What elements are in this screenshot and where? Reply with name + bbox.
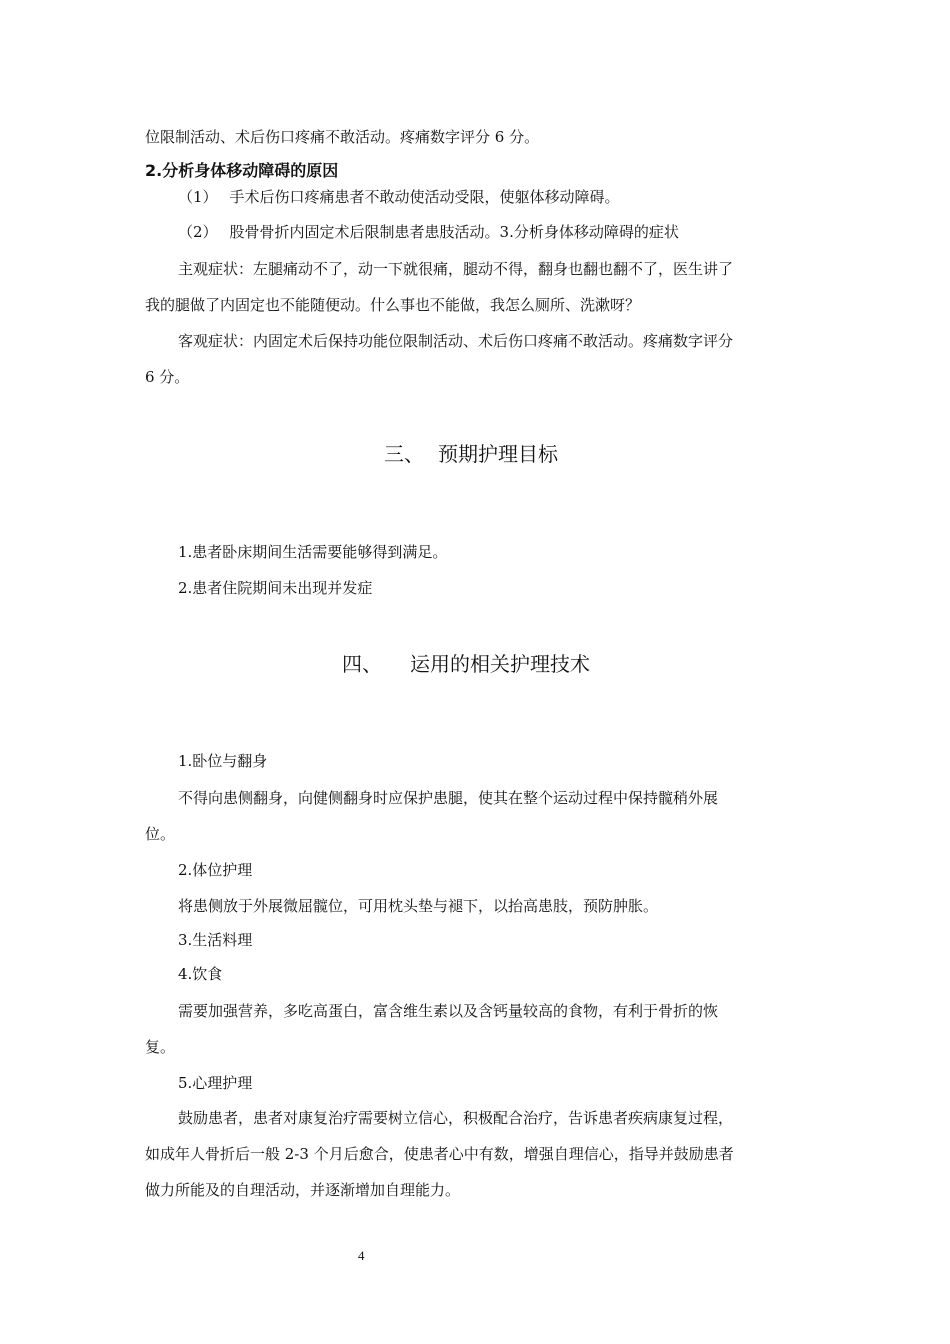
technique-5-line-2: 如成年人骨折后一般 2-3 个月后愈合，使患者心中有数，增强自理信心，指导并鼓励患者 (145, 1145, 734, 1163)
objective-symptoms-line-2: 6 分。 (145, 368, 190, 386)
cause-item-2 (178, 221, 679, 243)
goal-2: 2.患者住院期间未出现并发症 (178, 579, 373, 597)
technique-5-title: 5.心理护理 (178, 1074, 253, 1092)
technique-4-line-2: 复。 (145, 1038, 176, 1056)
cause-item-1 (178, 186, 620, 208)
technique-1-line-1: 不得向患侧翻身，向健侧翻身时应保护患腿，使其在整个运动过程中保持髋稍外展 (178, 789, 719, 807)
technique-3-title: 3.生活料理 (178, 931, 253, 949)
technique-2-line-1: 将患侧放于外展微屈髋位，可用枕头垫与褪下，以抬高患肢，预防肿胀。 (178, 897, 659, 915)
objective-symptoms-line-1: 客观症状：内固定术后保持功能位限制活动、术后伤口疼痛不敢活动。疼痛数字评分 (178, 332, 734, 350)
subjective-symptoms-line-2: 我的腿做了内固定也不能随便动。什么事也不能做，我怎么厕所、洗漱呀？ (145, 296, 641, 314)
section-4-number: 四、 (342, 652, 382, 676)
page-number: 4 (358, 1248, 365, 1263)
subjective-symptoms-line-1: 主观症状：左腿痛动不了，动一下就很痛，腿动不得，翻身也翻也翻不了，医生讲了 (178, 260, 734, 278)
subsection-2-title: 2.分析身体移动障碍的原因 (145, 161, 339, 180)
technique-4-line-1: 需要加强营养，多吃高蛋白，富含维生素以及含钙量较高的食物，有利于骨折的恢 (178, 1002, 719, 1020)
goal-1: 1.患者卧床期间生活需要能够得到满足。 (178, 543, 448, 561)
cause-item-1-text: 手术后伤口疼痛患者不敢动使活动受限，使躯体移动障碍。 (229, 188, 620, 206)
section-3-number: 三、 (384, 442, 424, 466)
section-3-title: 预期护理目标 (438, 442, 558, 466)
technique-5-line-3: 做力所能及的自理活动，并逐渐增加自理能力。 (145, 1181, 461, 1199)
section-4-heading (342, 650, 590, 678)
technique-2-title: 2.体位护理 (178, 861, 253, 879)
section-3-heading (384, 440, 558, 468)
cause-item-2-number: （2） (178, 223, 218, 241)
technique-1-line-2: 位。 (145, 825, 176, 843)
section-4-title: 运用的相关护理技术 (410, 652, 590, 676)
intro-line: 位限制活动、术后伤口疼痛不敢活动。疼痛数字评分 6 分。 (145, 128, 540, 146)
cause-item-1-number: （1） (178, 188, 218, 206)
technique-4-title: 4.饮食 (178, 965, 223, 983)
technique-1-title: 1.卧位与翻身 (178, 752, 268, 770)
technique-5-line-1: 鼓励患者，患者对康复治疗需要树立信心，积极配合治疗，告诉患者疾病康复过程， (178, 1109, 734, 1127)
cause-item-2-text: 股骨骨折内固定术后限制患者患肢活动。3.分析身体移动障碍的症状 (229, 223, 679, 241)
